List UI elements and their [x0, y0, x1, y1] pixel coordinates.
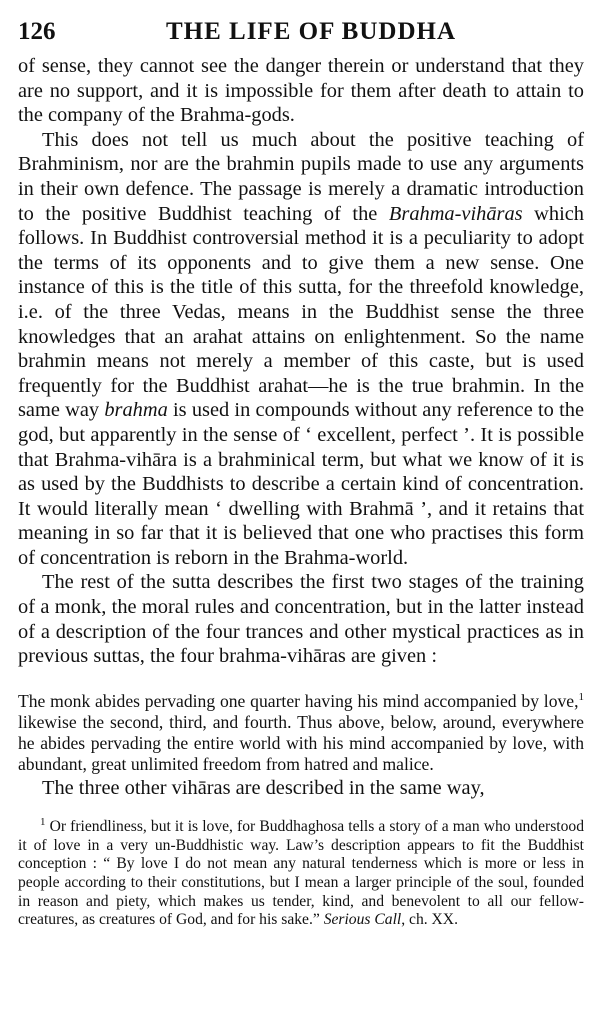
footnote-mark: 1	[40, 816, 46, 829]
running-title: THE LIFE OF BUDDHA	[165, 18, 457, 45]
footnote-reference: 1	[578, 690, 584, 703]
paragraph-viharas: The three other vihāras are described in the same way,	[42, 776, 485, 799]
page-number: 126	[18, 18, 56, 45]
page-header	[18, 12, 584, 54]
footnote: $^1$ Or friendliness, but it is love, for Buddhaghosa tells a story of a man who understood it of love in a very un-Buddhistic way. Law’s description appears to fit the Buddhist conception : “ By love I do not mean any natural tenderness which is more or less in people according to their constitutions, but I mean a larger principle of the soul, founded in reason and piety, which makes us tender, kind, and benevolent to all our fellow-creatures, as creatures of God, and for his sake.” Serious Call, ch. XX.	[18, 816, 584, 929]
footnotes	[18, 818, 584, 930]
paragraph-sutta: The rest of the sutta describes the first two stages of the training of a monk, the moral rules and concentration, but in the latter instead of a description of the four trances and other mystical practices as in previous suttas, the four brahma-vihāras are given :	[18, 571, 584, 668]
italic-term: brahma	[104, 399, 168, 422]
paragraph-brahminism: This does not tell us much about the positive teaching of Brahminism, nor are the brahmin pupils made to use any arguments in their own defence. The passage is merely a dramatic introduction to the positive Buddhist teaching of the Brahma-vihāras which follows. In Buddhist controversial method it is a peculiarity to adopt the terms of its opponents and to give them a new sense. One instance of this is the title of this sutta, for the threefold knowledge, i.e. of the three Vedas, means in the Buddhist sense the three knowledges that an arahat attains on enlightenment. So the name brahmin means not merely a member of this caste, but is used frequently for the Buddhist arahat—he is the true brahmin. In the same way brahma is used in compounds without any reference to the god, but apparently in the sense of ‘ excellent, perfect ’. It is possible that Brahma-vihāra is a brahminical term, but what we know of it is as used by the Buddhists to describe a certain kind of concentration. It would literally mean ‘ dwelling with Brahmā ’, and it retains that meaning in so far that it is believed that one who practises this form of concentration is reborn in the Brahma-world.	[18, 128, 584, 569]
italic-term: Brahma-vihāras	[388, 202, 523, 225]
block-quote: The monk abides pervading one quarter having his mind accompanied by love,$^1$ likewise the second, third, and fourth. Thus above, below, around, everywhere he abides pervading the entire world with his mind accompanied by love, with abundant, great unlimited freedom from hatred and malice.	[18, 690, 584, 775]
paragraph-continued: of sense, they cannot see the danger therein or understand that they are no support, and it is impossible for them after death to attain to the company of the Brahma-gods.	[18, 55, 584, 127]
main-text	[18, 54, 584, 800]
